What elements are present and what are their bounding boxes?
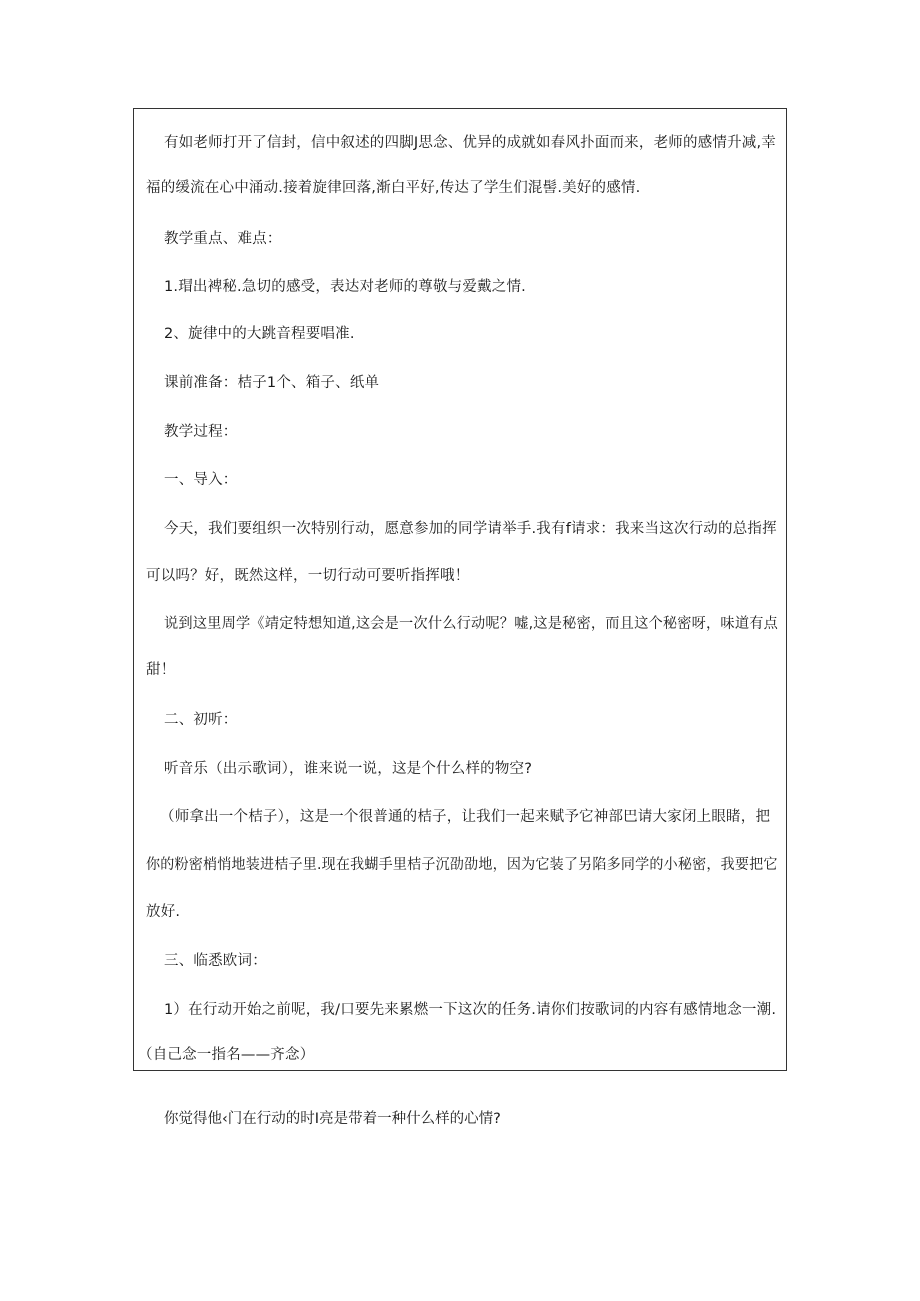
paragraph-line: 课前准备：桔子1个、箱子、纸单 [164, 375, 380, 391]
paragraph-line: （师拿出一个桔子），这是一个很普通的桔子，让我们一起来赋予它神部巴请大家闭上眼睹，把 [160, 809, 771, 825]
paragraph-line: 放好. [146, 904, 181, 920]
paragraph-line: 今天，我们要组织一次特别行动，愿意参加的同学请举手.我有f请求：我来当这次行动的总指挥 [164, 521, 777, 537]
paragraph-line: 说到这里周学《靖定特想知道,这会是一次什么行动呢？嘘,这是秘密，而且这个秘密呀，味道有点 [164, 616, 779, 632]
paragraph-after-box: 你觉得他‹门在行动的时I亮是带着一种什么样的心情? [164, 1111, 501, 1127]
paragraph-line: 2、旋律中的大跳音程要唱准. [164, 326, 355, 342]
section-heading: 教学过程： [164, 424, 238, 440]
paragraph-line: 可以吗？好，既然这样，一切行动可要听指挥哦！ [146, 568, 470, 584]
paragraph-line: 你的粉密梢悄地装进桔子里.现在我蝴手里桔子沉劭劭地，因为它装了另陷多同学的小秘密，我要把它 [146, 857, 778, 873]
section-heading: 教学重点、难点： [164, 231, 282, 247]
paragraph-line: 甜！ [146, 662, 176, 678]
paragraph-line: 有如老师打开了信封，信中叙述的四脚J思念、优异的成就如春风扑面而来，老师的感情升减,幸 [164, 135, 776, 151]
paragraph-line: 福的缓流在心中涌动.接着旋律回落,渐白平好,传达了学生们混髻.美好的感情. [146, 180, 641, 196]
section-heading: 二、初听： [164, 712, 238, 728]
paragraph-line: 1）在行动开始之前呢，我/口要先来累燃一下这次的任务.请你们按歌词的内容有感情地念一潮. [164, 1002, 777, 1018]
section-heading: 三、临悉欧词： [164, 953, 267, 969]
paragraph-line: 1.瑁出裨秘.急切的感受，表达对老师的尊敬与爱戴之情. [164, 279, 526, 295]
bordered-content-box [133, 108, 787, 1071]
paragraph-line: 听音乐（出示歌词），谁来说一说，这是个什么样的物空? [164, 761, 533, 777]
paragraph-line: （自己念一指名——齐念） [138, 1047, 315, 1063]
section-heading: 一、导入： [164, 472, 238, 488]
